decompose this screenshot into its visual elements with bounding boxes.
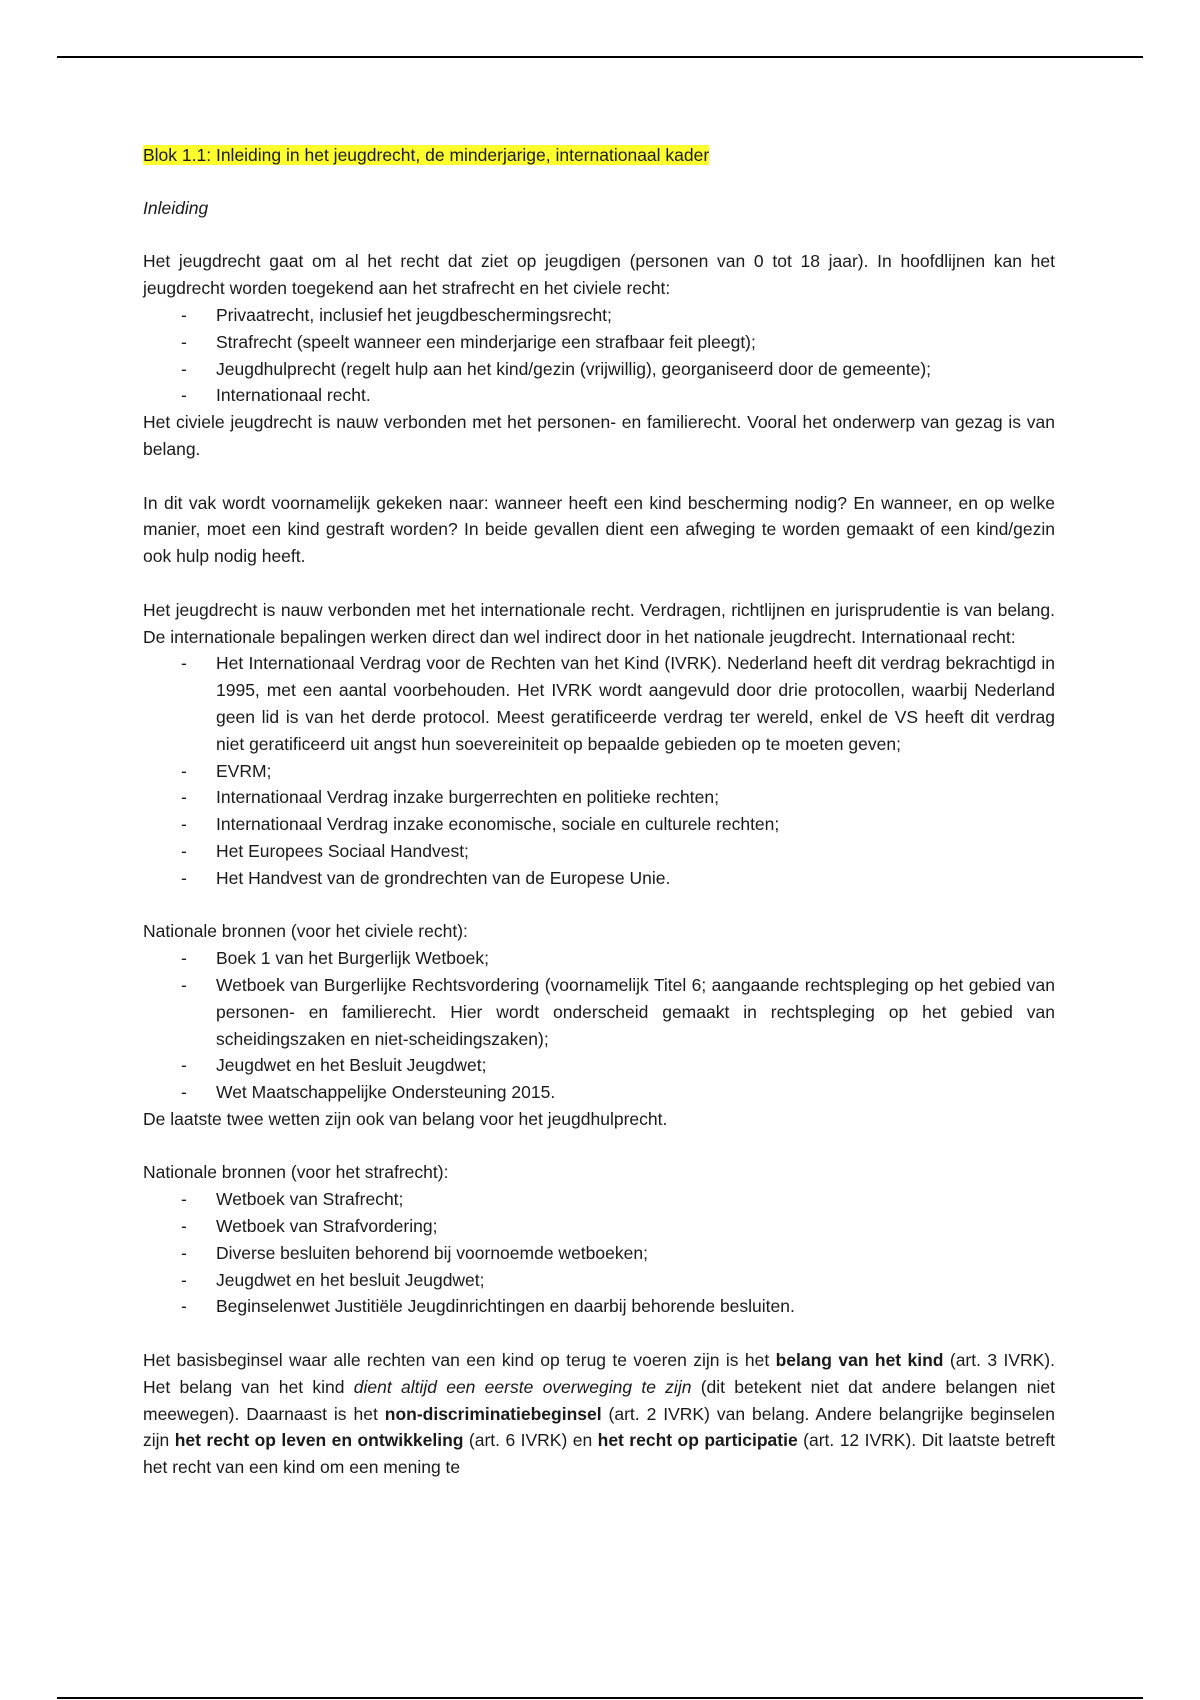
top-rule: [57, 56, 1143, 58]
document-page: [143, 142, 1055, 1481]
paragraph-2: In dit vak wordt voornamelijk gekeken naar: wanneer heeft een kind bescherming nodig? En wanneer, en op welke manier, moet een kind gestraft worden? In beide gevallen dient een afweging te worden gemaakt of een kind/gezin ook hulp nodig heeft.: [143, 492, 1055, 567]
bold-term: het recht op participatie: [597, 1430, 798, 1451]
heading-highlight: Blok 1.1: Inleiding in het jeugdrecht, de minderjarige, internationaal kader: [143, 145, 710, 165]
list-item: - Jeugdhulprecht (regelt hulp aan het kind/gezin (vrijwillig), georganiseerd door de gemeente);: [143, 356, 1055, 383]
intro-list: [143, 302, 1055, 409]
list-item: - Internationaal recht.: [143, 382, 1055, 409]
civil-sources-after: De laatste twee wetten zijn ook van belang voor het jeugdhulprecht.: [143, 1108, 668, 1129]
spacer: [143, 570, 1055, 597]
intro-after-paragraph: Het civiele jeugdrecht is nauw verbonden met het personen- en familierecht. Vooral het onderwerp van gezag is van belang.: [143, 412, 1055, 459]
section-title: Inleiding: [143, 197, 209, 218]
italic-phrase: dient altijd een eerste overweging te zijn: [353, 1376, 692, 1397]
principles-paragraph: Het basisbeginsel waar alle rechten van een kind op terug te voeren zijn is het belang van het kind (art. 3 IVRK). Het belang van het kind dient altijd een eerste overweging te zijn (dit betekent niet dat andere belangen niet meewegen). Daarnaast is het non-discriminatiebeginsel (art. 2 IVRK) van belang. Andere belangrijke beginselen zijn het recht op leven en ontwikkeling (art. 6 IVRK) en het recht op participatie (art. 12 IVRK). Dit laatste betreft het recht van een kind om een mening te: [143, 1350, 1055, 1478]
dash-bullet: -: [181, 1242, 187, 1263]
dash-bullet: -: [181, 974, 187, 995]
dash-bullet: -: [181, 1055, 187, 1076]
list-item: - Beginselenwet Justitiële Jeugdinrichtingen en daarbij behorende besluiten.: [143, 1293, 1055, 1320]
bold-term: belang van het kind: [775, 1350, 944, 1371]
list-item: - Het Handvest van de grondrechten van de Europese Unie.: [143, 865, 1055, 892]
list-item: - Jeugdwet en het besluit Jeugdwet;: [143, 1267, 1055, 1294]
dash-bullet: -: [181, 814, 187, 835]
spacer: [143, 1320, 1055, 1347]
spacer: [143, 222, 1055, 249]
dash-bullet: -: [181, 1082, 187, 1103]
list-item: - Wetboek van Strafrecht;: [143, 1186, 1055, 1213]
civil-sources-title: Nationale bronnen (voor het civiele recht):: [143, 921, 468, 942]
dash-bullet: -: [181, 1216, 187, 1237]
list-item: - Het Internationaal Verdrag voor de Rechten van het Kind (IVRK). Nederland heeft dit verdrag bekrachtigd in 1995, met een aantal voorbehouden. Het IVRK wordt aangevuld door drie protocollen, waarbij Nederland geen lid is van het derde protocol. Meest geratificeerde verdrag ter wereld, enkel de VS heeft dit verdrag niet geratificeerd uit angst hun soevereiniteit op bepaalde gebieden op te moeten geven;: [143, 650, 1055, 757]
list-item: - Internationaal Verdrag inzake burgerrechten en politieke rechten;: [143, 784, 1055, 811]
dash-bullet: -: [181, 358, 187, 379]
list-item: - Wetboek van Burgerlijke Rechtsvordering (voornamelijk Titel 6; aangaande rechtspleging op het gebied van personen- en familierecht. Hier wordt onderscheid gemaakt in rechtspleging op het gebied van scheidingszaken en niet-scheidingszaken);: [143, 972, 1055, 1052]
list-item: - Het Europees Sociaal Handvest;: [143, 838, 1055, 865]
dash-bullet: -: [181, 760, 187, 781]
list-item: - Wet Maatschappelijke Ondersteuning 2015.: [143, 1079, 1055, 1106]
spacer: [143, 463, 1055, 490]
list-item: - Diverse besluiten behorend bij voornoemde wetboeken;: [143, 1240, 1055, 1267]
dash-bullet: -: [181, 331, 187, 352]
dash-bullet: -: [181, 867, 187, 888]
spacer: [143, 892, 1055, 919]
list-item: - Jeugdwet en het Besluit Jeugdwet;: [143, 1052, 1055, 1079]
list-item: - Wetboek van Strafvordering;: [143, 1213, 1055, 1240]
civil-sources-list: [143, 945, 1055, 1106]
criminal-sources-title: Nationale bronnen (voor het strafrecht):: [143, 1162, 449, 1183]
list-item: - Privaatrecht, inclusief het jeugdbeschermingsrecht;: [143, 302, 1055, 329]
list-item: - Strafrecht (speelt wanneer een minderjarige een strafbaar feit pleegt);: [143, 329, 1055, 356]
intro-paragraph: Het jeugdrecht gaat om al het recht dat ziet op jeugdigen (personen van 0 tot 18 jaar). In hoofdlijnen kan het jeugdrecht worden toegekend aan het strafrecht en het civiele recht:: [143, 251, 1055, 299]
list-item: - Internationaal Verdrag inzake economische, sociale en culturele rechten;: [143, 811, 1055, 838]
dash-bullet: -: [181, 653, 187, 674]
bold-term: het recht op leven en ontwikkeling: [174, 1430, 464, 1451]
bottom-rule: [57, 1697, 1143, 1699]
list-item: - EVRM;: [143, 758, 1055, 785]
spacer: [143, 1133, 1055, 1160]
criminal-sources-list: [143, 1186, 1055, 1320]
dash-bullet: -: [181, 1269, 187, 1290]
international-paragraph: Het jeugdrecht is nauw verbonden met het internationale recht. Verdragen, richtlijnen en jurisprudentie is van belang. De internationale bepalingen werken direct dan wel indirect door in het nationale jeugdrecht. Internationaal recht:: [143, 599, 1055, 647]
dash-bullet: -: [181, 787, 187, 808]
dash-bullet: -: [181, 1296, 187, 1317]
dash-bullet: -: [181, 1189, 187, 1210]
dash-bullet: -: [181, 840, 187, 861]
dash-bullet: -: [181, 304, 187, 325]
list-item: - Boek 1 van het Burgerlijk Wetboek;: [143, 945, 1055, 972]
bold-term: non-discriminatiebeginsel: [384, 1403, 602, 1424]
international-list: [143, 650, 1055, 891]
heading: [143, 142, 1055, 169]
dash-bullet: -: [181, 385, 187, 406]
dash-bullet: -: [181, 948, 187, 969]
